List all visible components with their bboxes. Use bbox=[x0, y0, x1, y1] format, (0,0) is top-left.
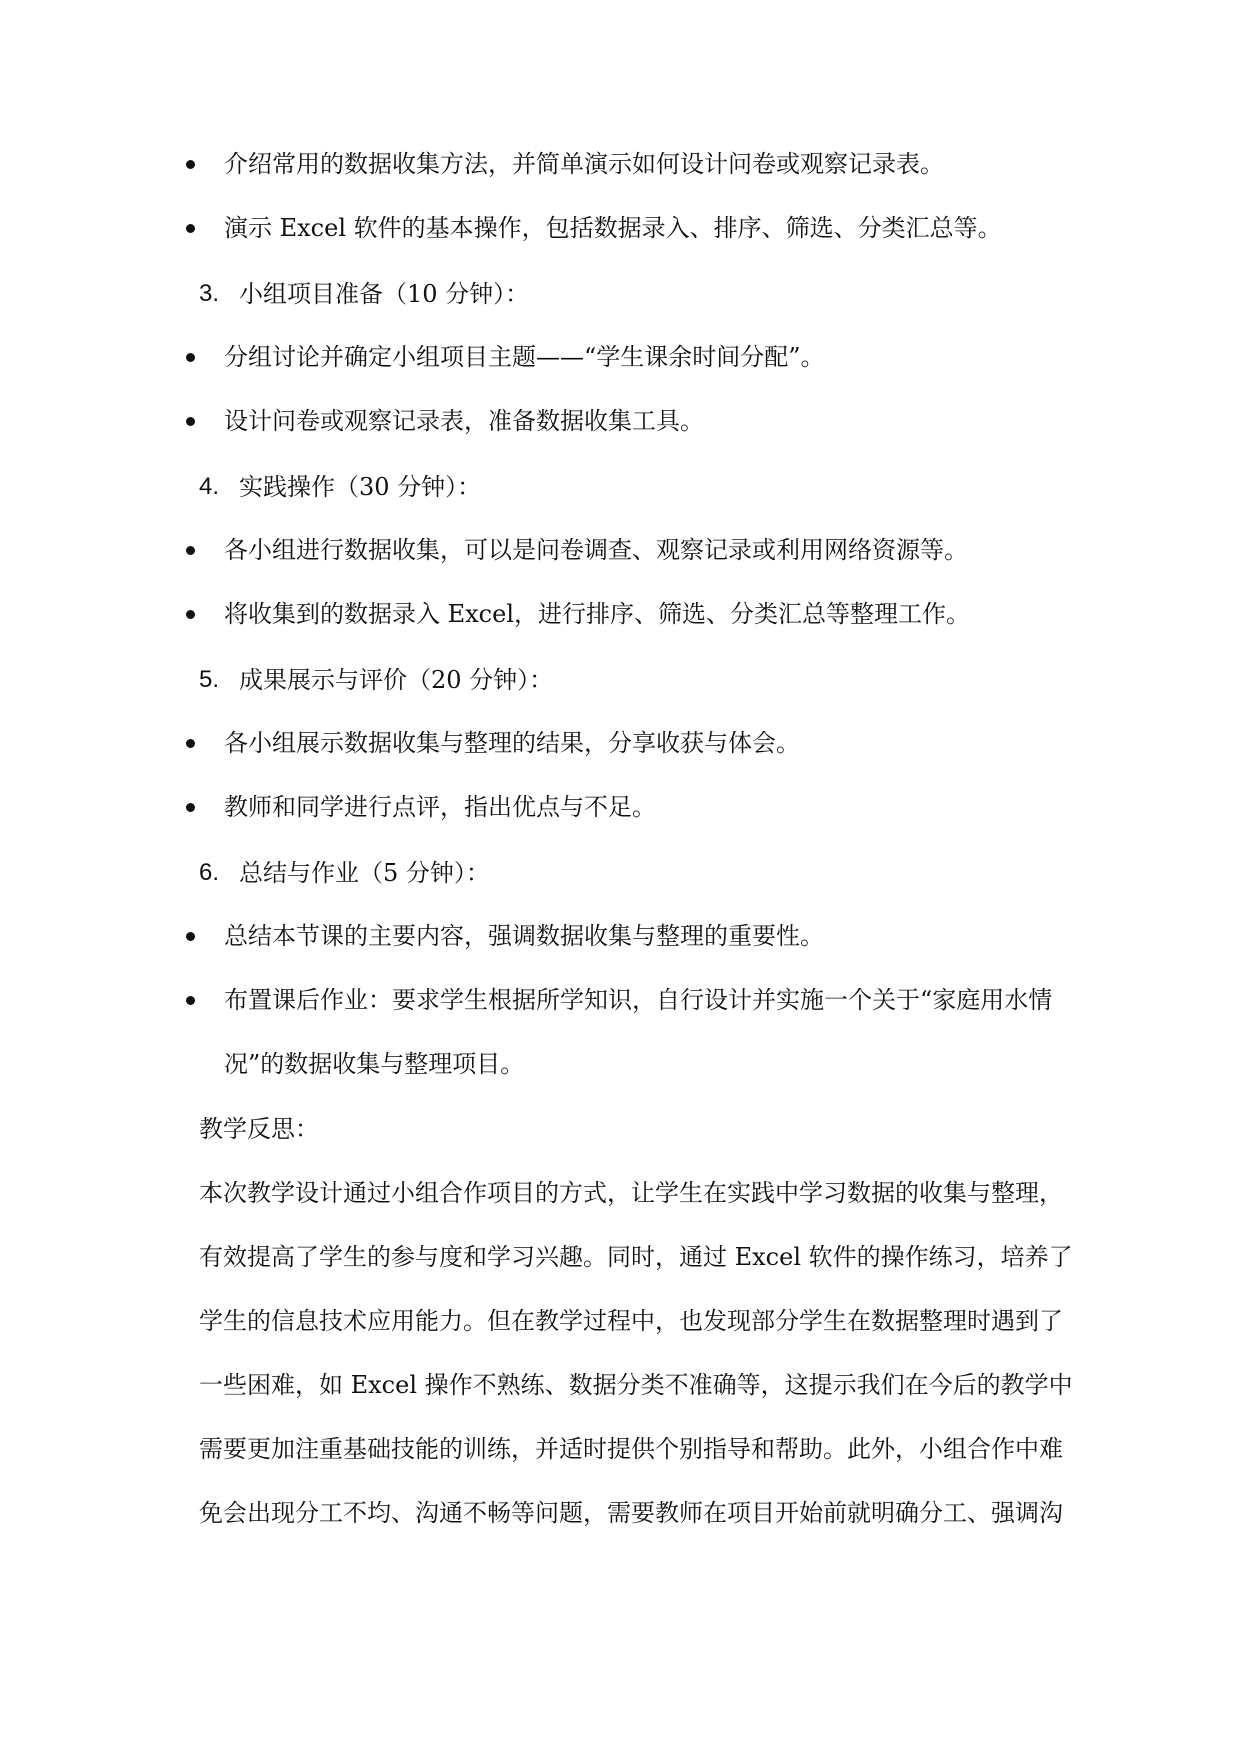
paragraph-line: 有效提高了学生的参与度和学习兴趣。同时，通过 Excel 软件的操作练习，培养了 bbox=[199, 1243, 1073, 1271]
list-item-text: 设计问卷或观察记录表，准备数据收集工具。 bbox=[224, 407, 704, 435]
bullet-icon bbox=[186, 996, 195, 1005]
list-item-text: 分组讨论并确定小组项目主题——“学生课余时间分配”。 bbox=[224, 343, 825, 371]
paragraph-line: 免会出现分工不均、沟通不畅等问题，需要教师在项目开始前就明确分工、强调沟 bbox=[199, 1499, 1063, 1527]
paragraph-line: 学生的信息技术应用能力。但在教学过程中，也发现部分学生在数据整理时遇到了 bbox=[199, 1307, 1063, 1335]
reflection-heading: 教学反思： bbox=[199, 1115, 319, 1143]
list-item-text: 演示 Excel 软件的基本操作，包括数据录入、排序、筛选、分类汇总等。 bbox=[224, 214, 1002, 242]
bullet-icon bbox=[186, 417, 195, 426]
step-number: 6. bbox=[199, 859, 220, 886]
bullet-icon bbox=[186, 932, 195, 941]
bullet-icon bbox=[186, 546, 195, 555]
step-title: 成果展示与评价（20 分钟）： bbox=[239, 666, 554, 694]
bullet-icon bbox=[186, 739, 195, 748]
paragraph-line: 一些困难，如 Excel 操作不熟练、数据分类不准确等，这提示我们在今后的教学中 bbox=[199, 1371, 1073, 1399]
step-title: 实践操作（30 分钟）： bbox=[239, 473, 482, 501]
list-item-text: 介绍常用的数据收集方法，并简单演示如何设计问卷或观察记录表。 bbox=[224, 150, 944, 178]
list-item-text: 将收集到的数据录入 Excel，进行排序、筛选、分类汇总等整理工作。 bbox=[224, 600, 971, 628]
list-item-text: 各小组展示数据收集与整理的结果，分享收获与体会。 bbox=[224, 729, 800, 757]
list-item-text-continued: 况”的数据收集与整理项目。 bbox=[224, 1050, 525, 1078]
bullet-icon bbox=[186, 610, 195, 619]
step-title: 总结与作业（5 分钟）： bbox=[239, 859, 490, 887]
list-item-text: 布置课后作业：要求学生根据所学知识，自行设计并实施一个关于“家庭用水情 bbox=[224, 986, 1053, 1014]
paragraph-line: 需要更加注重基础技能的训练，并适时提供个别指导和帮助。此外，小组合作中难 bbox=[199, 1435, 1063, 1463]
list-item-text: 教师和同学进行点评，指出优点与不足。 bbox=[224, 793, 656, 821]
bullet-icon bbox=[186, 224, 195, 233]
bullet-icon bbox=[186, 353, 195, 362]
bullet-icon bbox=[186, 803, 195, 812]
bullet-icon bbox=[186, 160, 195, 169]
step-number: 4. bbox=[199, 473, 220, 500]
list-item-text: 总结本节课的主要内容，强调数据收集与整理的重要性。 bbox=[224, 922, 824, 950]
paragraph-line: 本次教学设计通过小组合作项目的方式，让学生在实践中学习数据的收集与整理， bbox=[199, 1179, 1063, 1207]
step-number: 3. bbox=[199, 280, 220, 307]
list-item-text: 各小组进行数据收集，可以是问卷调查、观察记录或利用网络资源等。 bbox=[224, 536, 968, 564]
step-number: 5. bbox=[199, 666, 220, 693]
step-title: 小组项目准备（10 分钟）： bbox=[239, 280, 530, 308]
